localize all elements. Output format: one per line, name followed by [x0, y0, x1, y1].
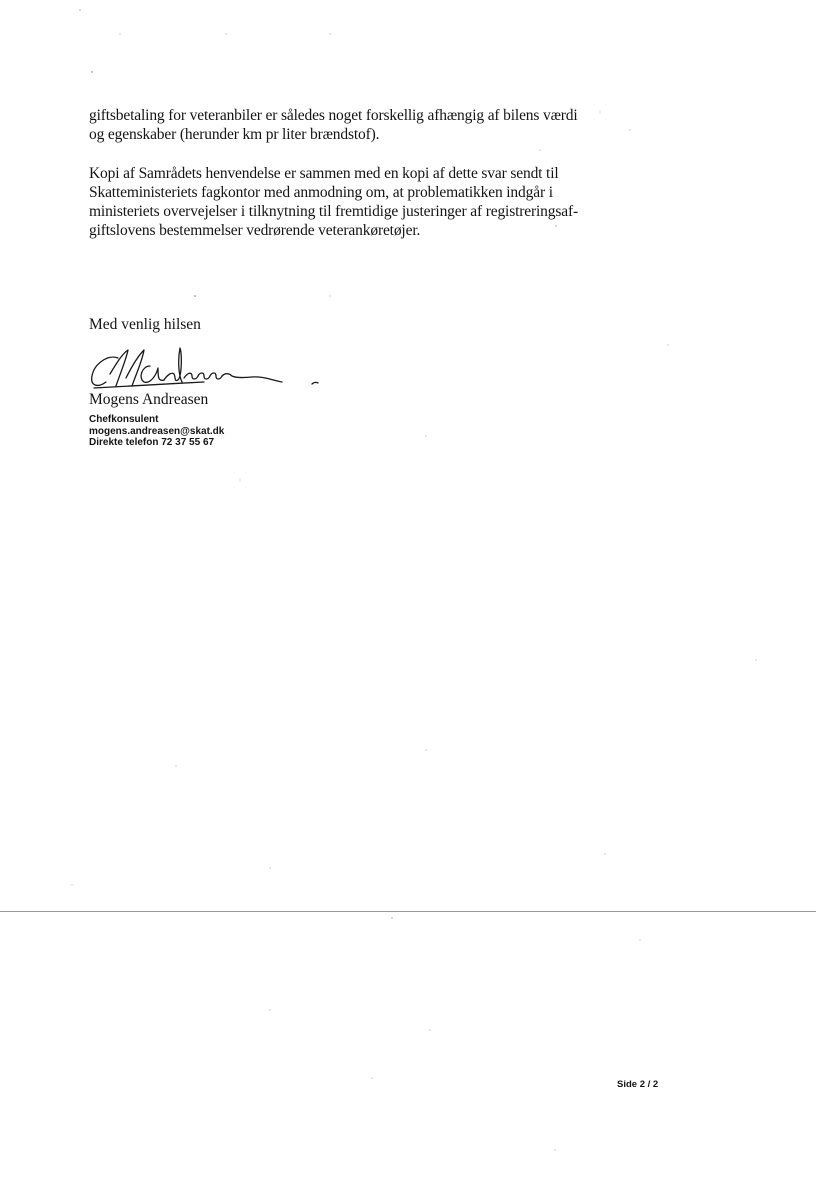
closing-salutation: Med venlig hilsen — [89, 316, 201, 333]
body-paragraph-2 — [89, 164, 619, 240]
page-number: Side 2 / 2 — [617, 1079, 659, 1090]
signer-title: Chefkonsulent — [89, 414, 159, 425]
text-line: ministeriets overvejelser i tilknytning til fremtidige justeringer af registreringsaf- — [89, 203, 578, 220]
text-line: Kopi af Samrådets henvendelse er sammen med en kopi af dette svar sendt til — [89, 165, 559, 182]
text-line: Skatteministeriets fagkontor med anmodning om, at problematikken indgår i — [89, 184, 553, 201]
signer-phone: Direkte telefon 72 37 55 67 — [89, 437, 215, 448]
text-line: giftsbetaling for veteranbiler er således noget forskellig afhængig af bilens værdi — [89, 107, 578, 124]
signer-email: mogens.andreasen@skat.dk — [89, 425, 225, 437]
body-paragraph-1 — [89, 106, 619, 144]
signer-contact-block — [89, 414, 224, 449]
text-line: og egenskaber (herunder km pr liter brændstof). — [89, 126, 380, 143]
text-line: giftslovens bestemmelser vedrørende veterankøretøjer. — [89, 222, 421, 239]
signature-icon — [86, 344, 326, 396]
signer-name: Mogens Andreasen — [89, 391, 209, 408]
footer-divider — [0, 911, 816, 912]
